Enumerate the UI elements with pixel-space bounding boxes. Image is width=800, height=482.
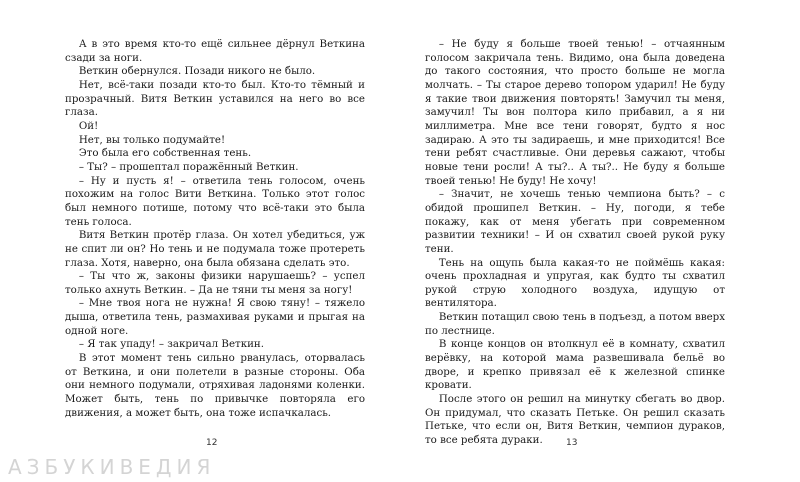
paragraph: – Я так упаду! – закричал Веткин. (78, 338, 265, 351)
paragraph: Это была его собственная тень. (78, 147, 252, 160)
paragraph: Тень на ощупь была какая-то не поймёшь какая: очень прохладная и упругая, как будто ты схватил рукой струю холодного воздуха, идущую от вентилятора. (425, 256, 725, 310)
paragraph: В этот момент тень сильно рванулась, оторвалась от Веткина, и они полетели в разные стороны. Оба они немного подумали, отряхивая ладонями коленки. Может быть, тень по привычке повторяла его движения, а может быть, она тоже испачкалась. (65, 352, 365, 419)
paragraph: Нет, всё-таки позади кто-то был. Кто-то тёмный и прозрачный. Витя Веткин уставился на него во все глаза. (65, 78, 365, 119)
page-number-right: 13 (566, 438, 578, 448)
paragraph: А в это время кто-то ещё сильнее дёрнул Веткина сзади за ноги. (65, 38, 365, 64)
paragraph: В конце концов он втолкнул её в комнату, схватил верёвку, на которой мама развешивала бельё во дворе, и крепко привязал её к железной спинке кровати. (425, 338, 725, 392)
paragraph: – Ну и пусть я! – ответила тень голосом, очень похожим на голос Вити Веткина. Только этот голос был немного потише, потому что всё-таки это была тень голоса. (65, 174, 365, 228)
paragraph: Витя Веткин протёр глаза. Он хотел убедиться, уж не спит ли он? Но тень и не подумала тоже протереть глаза. Хотя, наверно, она была обязана сделать это. (65, 229, 365, 269)
paragraph: – Значит, не хочешь тенью чемпиона быть? – с обидой прошипел Веткин. – Ну, погоди, я тебе покажу, как от меня убегать при современном развитии техники! – И он схватил своей рукой руку тени. (425, 188, 725, 255)
paragraph: Ой! (78, 119, 99, 132)
paragraph: – Не буду я больше твоей тенью! – отчаянным голосом закричала тень. Видимо, она была доведена до такого состояния, что просто больше не могла молчать. – Ты старое дерево топором ударил! Не буду я такие твои движения повторять! Замучил ты меня, замучил! Ты вон полтора кило прибавил, а я ни миллиметра. Мне все тени говорят, будто я нос задираю. А это ты задираешь, и мне приходится! Все тени ребят счастливые. Они деревья сажают, чтобы новые тени росли! А ты?.. А ты?.. Не буду я больше твоей тенью! Не буду! Не хочу! (425, 38, 725, 187)
paragraph: После этого он решил на минутку сбегать во двор. Он придумал, что сказать Петьке. Он решил сказать Петьке, что если он, Витя Веткин, чемпион дураков, то все ребята дураки. (425, 393, 725, 447)
paragraph: – Мне твоя нога не нужна! Я свою тяну! – тяжело дыша, ответила тень, размахивая руками и прыгая на одной ноге. (65, 297, 365, 337)
right-page-text (425, 38, 725, 448)
paragraph: Веткин потащил свою тень в подъезд, а потом вверх по лестнице. (425, 311, 725, 337)
paragraph: Веткин обернулся. Позади никого не было. (78, 65, 316, 78)
paragraph: – Ты что ж, законы физики нарушаешь? – успел только ахнуть Веткин. – Да не тяни ты меня за ногу! (65, 270, 365, 296)
watermark: АЗБУКИВЕДИЯ (8, 455, 216, 479)
paragraph: – Ты? – прошептал поражённый Веткин. (78, 160, 299, 173)
paragraph: Нет, вы только подумайте! (78, 133, 226, 146)
left-page-text (65, 38, 365, 420)
page-number-left: 12 (206, 438, 218, 448)
